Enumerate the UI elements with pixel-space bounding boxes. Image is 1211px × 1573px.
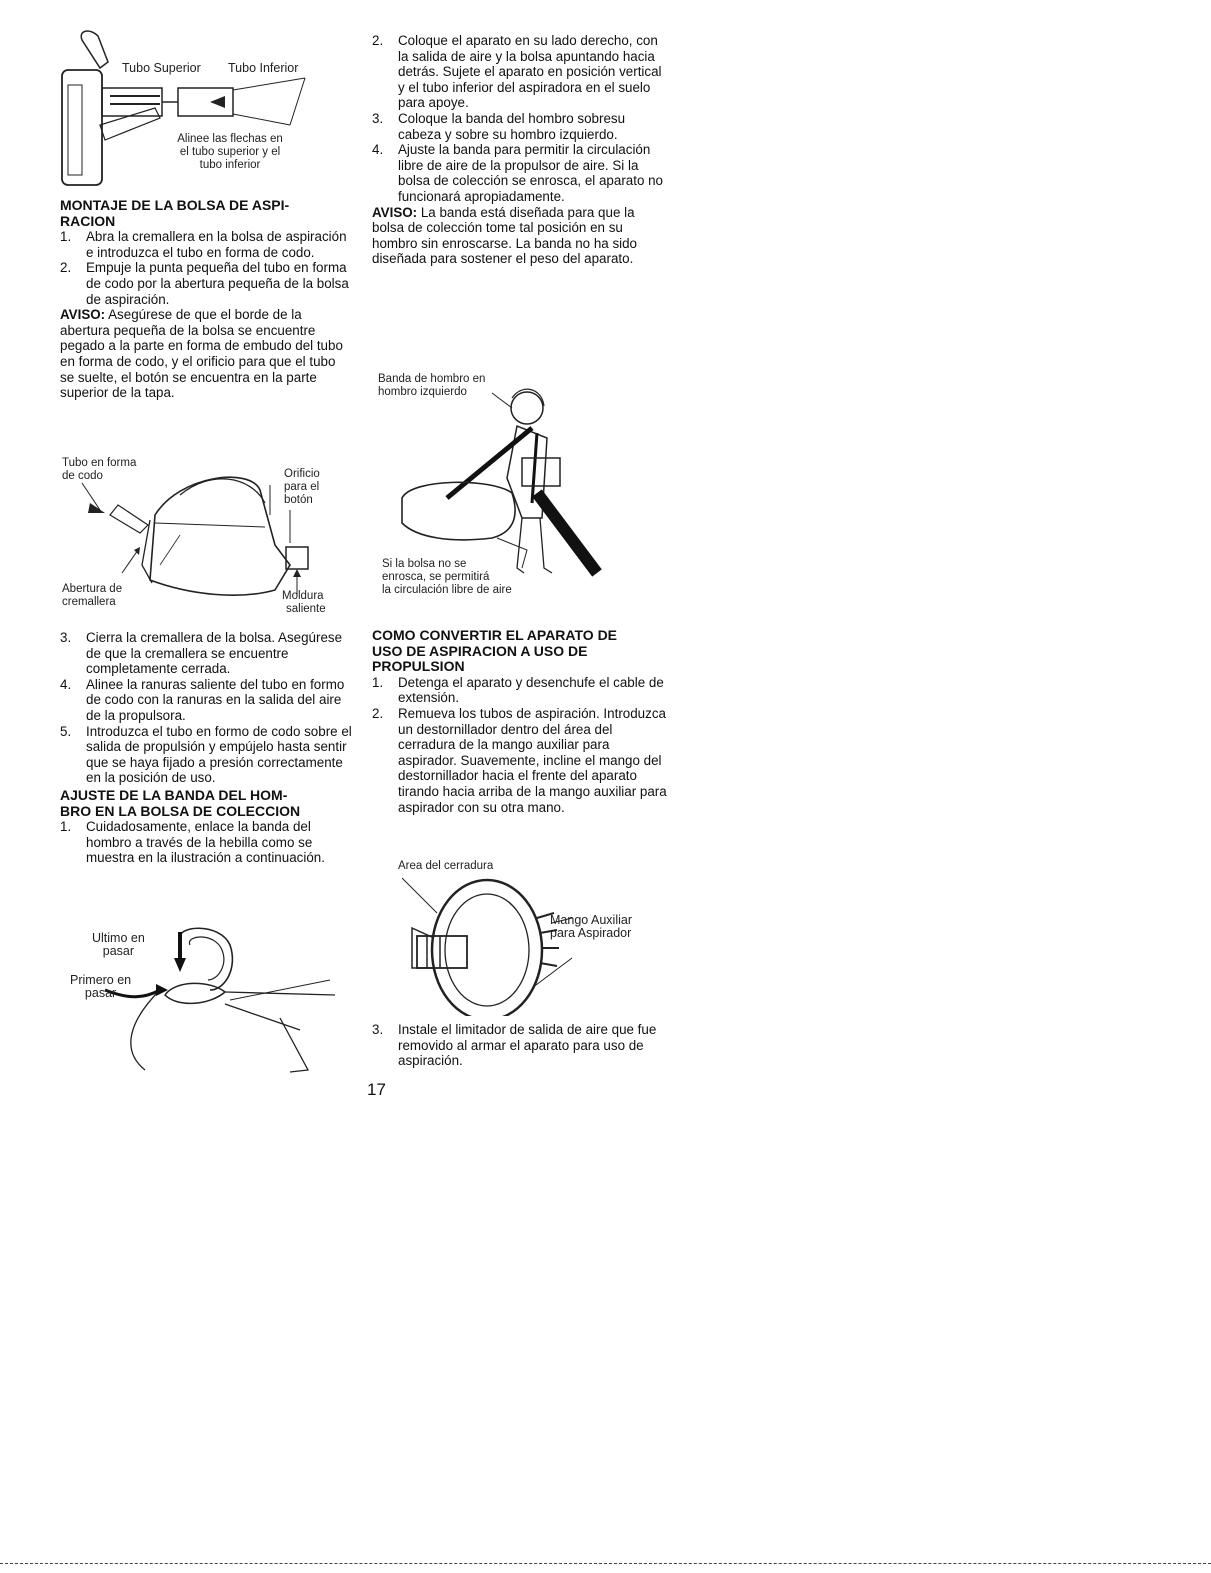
label-free-circulation bbox=[382, 558, 512, 597]
step-number: 2. bbox=[60, 260, 72, 276]
list-item bbox=[60, 229, 352, 260]
heading-bag-assembly bbox=[60, 198, 352, 229]
heading-strap-adjust bbox=[60, 788, 352, 819]
label-zip-line1: Abertura de bbox=[62, 583, 123, 595]
label-hole-line1: Orificio bbox=[284, 468, 320, 480]
list-item bbox=[372, 142, 668, 204]
page-number: 17 bbox=[367, 1080, 386, 1099]
strap-steps-list-continued bbox=[372, 33, 668, 205]
list-item bbox=[372, 33, 668, 111]
heading-convert bbox=[372, 628, 668, 675]
step-number: 1. bbox=[60, 819, 72, 835]
figure-bag bbox=[60, 455, 352, 623]
list-item bbox=[372, 1022, 668, 1069]
notice-text: Asegúrese de que el borde de la abertura pequeña de la bolsa se encuentre pegado a la parte en forma de embudo del tubo en forma de codo, y el orificio para que el tubo se suelte, el botón se encuentra en la parte superior de la tapa. bbox=[60, 307, 343, 401]
label-molding bbox=[282, 590, 326, 616]
step-text: Cuidadosamente, enlace la banda del hombro a través de la hebilla como se muestra en la ilustración a continuación. bbox=[86, 819, 325, 866]
label-align-line3: tubo inferior bbox=[199, 159, 261, 171]
heading-convert-line2: USO DE ASPIRACION A USO DE bbox=[372, 642, 588, 659]
step-text: Empuje la punta pequeña del tubo en forma de codo por la abertura pequeña de la bolsa de aspiración. bbox=[86, 260, 349, 307]
step-number: 5. bbox=[60, 723, 72, 739]
step-number: 1. bbox=[372, 674, 384, 690]
step-text: Coloque la banda del hombro sobresu cabeza y sobre su hombro izquierdo. bbox=[398, 110, 626, 142]
notice-strap bbox=[372, 205, 668, 267]
step-number: 4. bbox=[60, 676, 72, 692]
label-first-line2: pasar bbox=[84, 986, 117, 1000]
label-align-line1: Alinee las flechas en bbox=[177, 133, 283, 145]
list-item bbox=[372, 111, 668, 142]
step-text: Detenga el aparato y desenchufe el cable de extensión. bbox=[398, 674, 664, 706]
heading-convert-line1: COMO CONVERTIR EL APARATO DE bbox=[372, 627, 618, 643]
label-zip-line2: cremallera bbox=[62, 596, 116, 608]
step-number: 3. bbox=[60, 630, 72, 645]
notice-bag bbox=[60, 307, 352, 401]
notice-label: AVISO: bbox=[372, 204, 418, 220]
left-column bbox=[60, 0, 352, 1000]
label-hole-line2: para el bbox=[284, 481, 320, 493]
strap-steps-list bbox=[60, 819, 352, 866]
label-hole-line3: botón bbox=[284, 494, 313, 506]
label-elbow-line2: de codo bbox=[62, 470, 103, 482]
list-item bbox=[60, 819, 352, 866]
bag-steps-list-continued bbox=[60, 630, 352, 786]
label-align-line2: el tubo superior y el bbox=[179, 146, 281, 158]
step-text: Abra la cremallera en la bolsa de aspiración e introduzca el tubo en forma de codo. bbox=[86, 229, 347, 260]
label-elbow-line1: Tubo en forma bbox=[62, 457, 137, 469]
figure-tubes bbox=[60, 0, 352, 195]
step-number: 4. bbox=[372, 142, 384, 158]
label-upper-tube: Tubo Superior bbox=[122, 61, 201, 75]
label-zipper-opening bbox=[62, 583, 122, 609]
label-lock-area: Area del cerradura bbox=[398, 860, 494, 872]
bag-steps-list bbox=[60, 229, 352, 307]
label-lower-tube: Tubo Inferior bbox=[228, 61, 299, 75]
label-shoulder-strap bbox=[378, 373, 485, 399]
list-item bbox=[60, 677, 352, 724]
label-free-line3: la circulación libre de aire bbox=[382, 584, 512, 596]
label-elbow-tube bbox=[62, 457, 136, 483]
step-text: Coloque el aparato en su lado derecho, con la salida de aire y la bolsa apuntando hacia detrás. Sujete el aparato en posición vertical y el tubo inferior del aspiradora en el suelo para apoye. bbox=[398, 33, 662, 111]
list-item bbox=[372, 706, 668, 815]
step-text: Instale el limitador de salida de aire que fue removido al armar el aparato para uso de aspiración. bbox=[398, 1022, 657, 1069]
heading-strap-line2: BRO EN LA BOLSA DE COLECCION bbox=[60, 802, 301, 819]
section-convert-continued bbox=[372, 1022, 668, 1069]
step-text: Cierra la cremallera de la bolsa. Asegúrese de que la cremallera se encuentre completamente cerrada. bbox=[86, 630, 343, 677]
label-last-line2: pasar bbox=[102, 944, 135, 958]
step-text: Ajuste la banda para permitir la circulación libre de aire de la propulsor de aire. Si la bolsa de colección se enrosca, el aparato no funcionará apropiadamente. bbox=[398, 142, 664, 204]
list-item bbox=[60, 630, 352, 677]
step-text: Alinee la ranuras saliente del tubo en formo de codo con la ranuras en la salida del aire de la propulsora. bbox=[86, 676, 345, 723]
notice-text: La banda está diseñada para que la bolsa de colección tome tal posición en su hombro sin enroscarse. La banda no ha sido diseñada para sostener el peso del aparato. bbox=[372, 204, 638, 267]
step-text: Introduzca el tubo en formo de codo sobre el salida de propulsión y empújelo hasta sentir que se haya fijado a presión correctamente en la posición de uso. bbox=[86, 723, 352, 786]
label-last-to-pass bbox=[92, 932, 145, 958]
figure-lock-area bbox=[372, 858, 668, 1016]
list-item bbox=[60, 260, 352, 307]
step-number: 1. bbox=[60, 229, 72, 245]
heading-bag-line1: MONTAJE DE LA BOLSA DE ASPI- bbox=[60, 197, 290, 213]
convert-steps-list bbox=[372, 675, 668, 815]
step-number: 2. bbox=[372, 705, 384, 721]
label-handle-line2: para Aspirador bbox=[550, 926, 632, 940]
section-convert bbox=[372, 628, 668, 815]
label-aux-handle bbox=[550, 914, 632, 940]
heading-strap-line1: AJUSTE DE LA BANDA DEL HOM- bbox=[60, 786, 288, 803]
label-first-line1: Primero en bbox=[70, 973, 132, 987]
figure-buckle bbox=[60, 920, 352, 1080]
label-button-hole bbox=[284, 468, 320, 507]
step-number: 3. bbox=[372, 110, 384, 126]
list-item bbox=[60, 724, 352, 786]
step-number: 3. bbox=[372, 1022, 384, 1037]
notice-label: AVISO: bbox=[60, 307, 106, 323]
step-number: 2. bbox=[372, 33, 384, 48]
section-strap-continued bbox=[372, 33, 668, 267]
section-bag-assembly bbox=[60, 198, 352, 401]
label-last-line1: Ultimo en bbox=[92, 931, 145, 945]
list-item bbox=[372, 675, 668, 706]
label-first-to-pass bbox=[70, 974, 131, 1000]
convert-steps-list-continued bbox=[372, 1022, 668, 1069]
label-handle-line1: Mango Auxiliar bbox=[550, 913, 632, 927]
label-align-arrows bbox=[160, 133, 300, 172]
step-text: Remueva los tubos de aspiración. Introduzca un destornillador dentro del área del cerradura de la mango auxiliar para aspirador. Suavemente, incline el mango del destornillador hacia el frente del aparato tirando hacia arriba de la mango auxiliar para aspirador con su otra mano. bbox=[398, 705, 667, 815]
section-bag-continued bbox=[60, 630, 352, 866]
label-strap-line1: Banda de hombro en bbox=[378, 373, 486, 385]
heading-convert-line3: PROPULSION bbox=[372, 658, 465, 675]
label-strap-line2: hombro izquierdo bbox=[378, 386, 467, 398]
label-free-line2: enrosca, se permitirá bbox=[382, 571, 490, 583]
footer-divider bbox=[0, 1563, 1211, 1564]
figure-user-strap bbox=[372, 368, 668, 608]
label-mold-line1: Moldura bbox=[282, 590, 324, 602]
label-mold-line2: saliente bbox=[286, 603, 326, 615]
heading-bag-line2: RACION bbox=[60, 212, 116, 229]
label-free-line1: Si la bolsa no se bbox=[382, 558, 467, 570]
